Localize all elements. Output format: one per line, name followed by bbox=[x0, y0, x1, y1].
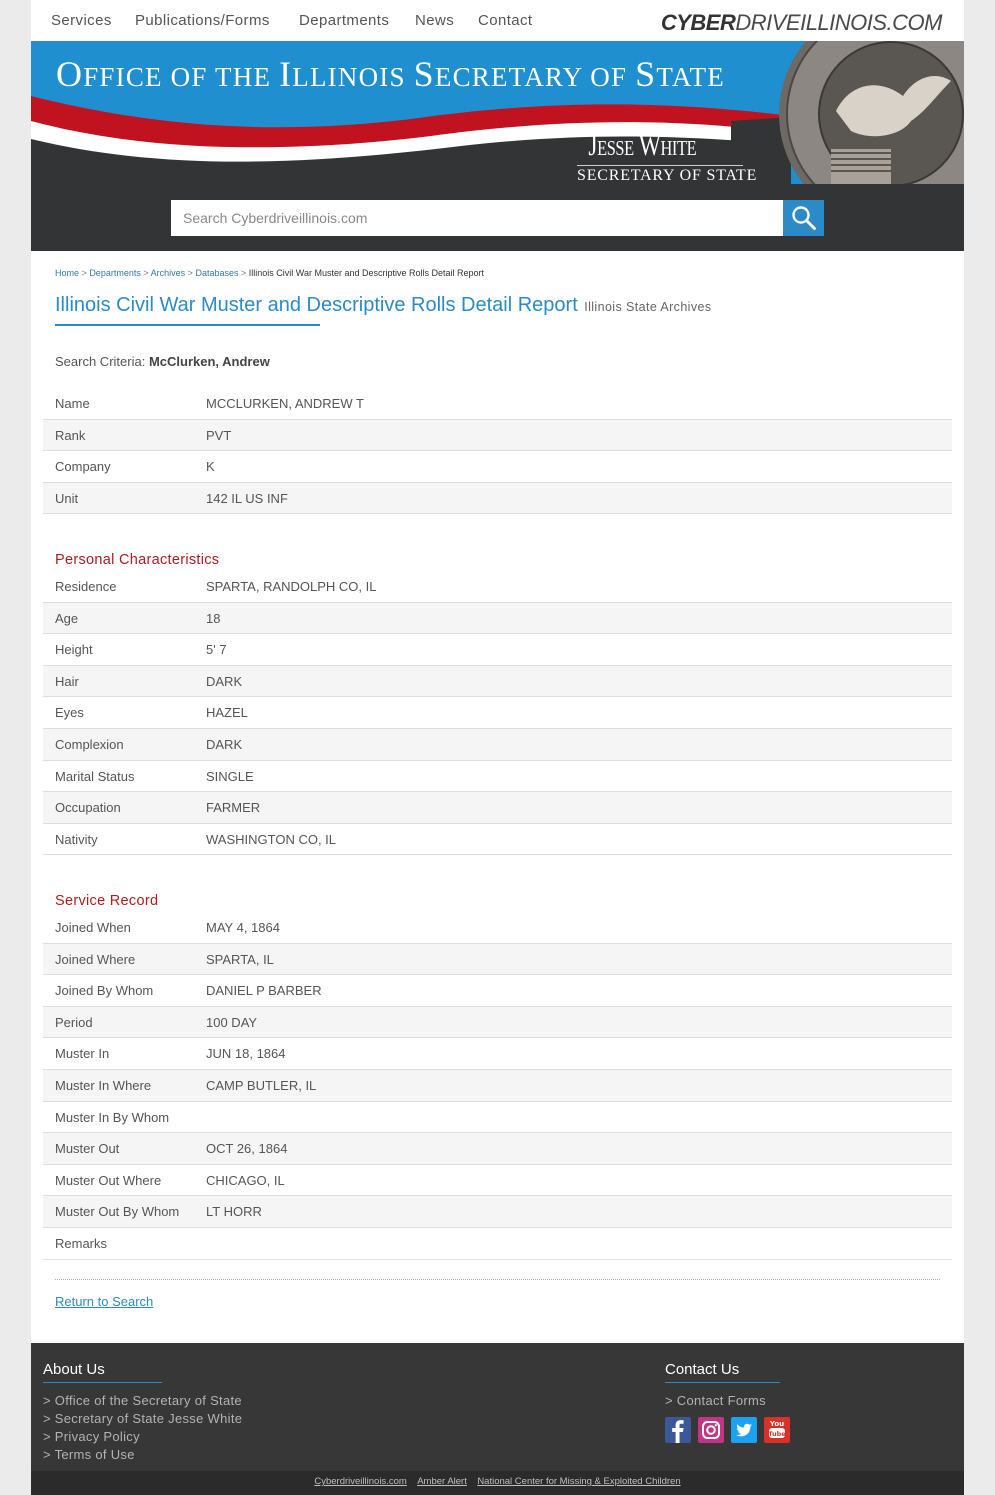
title-letter-o: O bbox=[56, 54, 84, 94]
table-row bbox=[43, 634, 952, 666]
title-letter-i: I bbox=[279, 54, 293, 94]
row-label: Unit bbox=[55, 490, 79, 506]
breadcrumb-databases[interactable]: Databases bbox=[195, 268, 239, 278]
row-value: PVT bbox=[206, 427, 232, 443]
row-value: CHICAGO, IL bbox=[206, 1172, 285, 1188]
table-row bbox=[43, 912, 952, 944]
svg-text:You: You bbox=[769, 1420, 785, 1428]
row-label: Marital Status bbox=[55, 768, 135, 784]
row-label: Complexion bbox=[55, 736, 124, 752]
breadcrumb-current: Illinois Civil War Muster and Descriptive Rolls Detail Report bbox=[248, 268, 485, 278]
search-icon bbox=[791, 205, 817, 231]
page-title-main: Illinois Civil War Muster and Descriptive Rolls Detail Report bbox=[55, 294, 578, 316]
row-value: MAY 4, 1864 bbox=[206, 920, 280, 935]
search-criteria bbox=[55, 354, 270, 369]
row-label: Muster Out bbox=[55, 1141, 120, 1157]
row-label: Period bbox=[55, 1014, 93, 1030]
row-label: Company bbox=[55, 459, 111, 475]
row-value: CAMP BUTLER, IL bbox=[206, 1077, 317, 1093]
title-part-office: FFICE OF THE bbox=[83, 62, 280, 92]
search-button[interactable] bbox=[783, 200, 824, 236]
logo-rest-text: DRIVEILLINOIS.COM bbox=[735, 10, 942, 35]
breadcrumb-separator: > bbox=[187, 268, 193, 278]
breadcrumb-home[interactable]: Home bbox=[55, 268, 80, 278]
row-value: DARK bbox=[206, 736, 243, 752]
footer-link-secretary[interactable]: > Secretary of State Jesse White bbox=[43, 1411, 243, 1426]
nav-news[interactable]: News bbox=[415, 12, 455, 29]
table-row bbox=[43, 944, 952, 976]
secretary-divider bbox=[577, 165, 743, 166]
table-row bbox=[43, 975, 952, 1007]
bottom-link-amber-alert[interactable]: Amber Alert bbox=[417, 1476, 467, 1487]
row-value: SPARTA, RANDOLPH CO, IL bbox=[206, 579, 377, 594]
basic-info-table bbox=[43, 388, 952, 514]
row-label: Nativity bbox=[55, 831, 98, 847]
row-label: Muster In bbox=[55, 1046, 110, 1062]
footer-contact-underline bbox=[665, 1382, 780, 1383]
title-part-secretary: ECRETARY OF bbox=[434, 62, 636, 92]
breadcrumb-departments[interactable]: Departments bbox=[89, 268, 141, 278]
row-label: Age bbox=[55, 610, 79, 626]
table-row bbox=[43, 761, 952, 793]
state-seal-icon bbox=[779, 41, 964, 184]
table-row bbox=[43, 697, 952, 729]
breadcrumb-archives[interactable]: Archives bbox=[150, 268, 186, 278]
row-label: Height bbox=[55, 642, 93, 658]
row-value: DARK bbox=[206, 673, 243, 689]
search-criteria-label: Search Criteria: bbox=[55, 354, 146, 369]
row-value: 18 bbox=[206, 610, 221, 626]
row-label: Remarks bbox=[55, 1235, 108, 1251]
row-value: OCT 26, 1864 bbox=[206, 1141, 288, 1157]
row-value: SPARTA, IL bbox=[206, 951, 274, 967]
row-label: Hair bbox=[55, 673, 79, 689]
table-row bbox=[43, 1165, 952, 1197]
row-value: WASHINGTON CO, IL bbox=[206, 831, 337, 847]
secretary-role: SECRETARY OF STATE bbox=[577, 167, 758, 184]
twitter-icon[interactable] bbox=[731, 1417, 757, 1443]
youtube-icon[interactable] bbox=[764, 1417, 790, 1443]
footer-link-privacy[interactable]: > Privacy Policy bbox=[43, 1429, 140, 1444]
footer-link-office[interactable]: > Office of the Secretary of State bbox=[43, 1393, 242, 1408]
table-row bbox=[43, 483, 952, 515]
title-part-state: TATE bbox=[656, 62, 725, 92]
footer-contact-heading: Contact Us bbox=[665, 1361, 740, 1378]
title-part-illinois: LLINOIS bbox=[292, 62, 414, 92]
page-title bbox=[55, 294, 712, 317]
table-row bbox=[43, 603, 952, 635]
search-criteria-value: McClurken, Andrew bbox=[148, 354, 270, 369]
row-value: 100 DAY bbox=[206, 1014, 258, 1030]
top-nav bbox=[31, 0, 964, 41]
row-value: 142 IL US INF bbox=[206, 490, 288, 506]
table-row bbox=[43, 1196, 952, 1228]
search-input[interactable] bbox=[171, 200, 783, 236]
nav-publications-forms[interactable]: Publications/Forms bbox=[135, 12, 270, 29]
row-label: Eyes bbox=[55, 705, 84, 721]
table-row bbox=[43, 571, 952, 603]
footer-about-heading: About Us bbox=[43, 1361, 105, 1378]
cyberdrive-logo[interactable] bbox=[661, 10, 942, 36]
row-label: Muster Out Where bbox=[55, 1172, 162, 1188]
facebook-icon[interactable] bbox=[665, 1417, 691, 1443]
row-label: Name bbox=[55, 396, 90, 411]
row-label: Muster In Where bbox=[55, 1077, 152, 1093]
row-value: JUN 18, 1864 bbox=[206, 1046, 286, 1062]
content-divider bbox=[55, 1279, 940, 1280]
bottom-link-cyberdrive[interactable]: Cyberdriveillinois.com bbox=[314, 1476, 407, 1487]
secretary-name: Jesse White bbox=[588, 129, 697, 162]
title-letter-s2: S bbox=[635, 54, 657, 94]
table-row bbox=[43, 420, 952, 452]
row-value: K bbox=[206, 459, 215, 475]
row-value: 5' 7 bbox=[206, 642, 227, 658]
row-label: Joined Where bbox=[55, 951, 136, 967]
table-row bbox=[43, 1102, 952, 1134]
table-row bbox=[43, 388, 952, 420]
table-row bbox=[43, 666, 952, 698]
row-value: SINGLE bbox=[206, 768, 254, 784]
breadcrumb-separator: > bbox=[241, 268, 247, 278]
page bbox=[31, 0, 964, 1495]
row-value: HAZEL bbox=[206, 705, 248, 721]
row-label: Joined When bbox=[55, 920, 131, 935]
row-label: Rank bbox=[55, 427, 86, 443]
nav-departments[interactable]: Departments bbox=[299, 12, 390, 29]
row-label: Muster Out By Whom bbox=[55, 1204, 180, 1220]
row-label: Joined By Whom bbox=[55, 983, 154, 999]
table-row bbox=[43, 792, 952, 824]
page-title-subtitle: Illinois State Archives bbox=[584, 300, 712, 314]
row-label: Residence bbox=[55, 579, 117, 594]
search-band bbox=[31, 184, 964, 251]
personal-characteristics-table bbox=[43, 571, 952, 855]
row-value: MCCLURKEN, ANDREW T bbox=[206, 396, 364, 411]
service-record-table bbox=[43, 912, 952, 1260]
footer-bottom-bar bbox=[31, 1471, 964, 1495]
title-letter-s1: S bbox=[413, 54, 435, 94]
breadcrumb-separator: > bbox=[143, 268, 149, 278]
row-label: Occupation bbox=[55, 800, 121, 816]
footer-about-underline bbox=[43, 1382, 162, 1383]
footer-link-terms[interactable]: > Terms of Use bbox=[43, 1447, 135, 1462]
logo-bold-text: CYBER bbox=[660, 10, 736, 35]
table-row bbox=[43, 1133, 952, 1165]
personal-characteristics-heading: Personal Characteristics bbox=[55, 552, 220, 568]
instagram-icon[interactable] bbox=[698, 1417, 724, 1443]
breadcrumb bbox=[55, 268, 484, 278]
table-row bbox=[43, 1007, 952, 1039]
row-label: Muster In By Whom bbox=[55, 1109, 170, 1125]
row-value: LT HORR bbox=[206, 1204, 262, 1220]
bottom-link-ncmec[interactable]: National Center for Missing & Exploited Children bbox=[477, 1476, 681, 1487]
table-row bbox=[43, 824, 952, 856]
table-row bbox=[43, 1228, 952, 1260]
header-banner bbox=[31, 41, 964, 184]
footer-link-contact-forms[interactable]: > Contact Forms bbox=[665, 1393, 766, 1408]
table-row bbox=[43, 451, 952, 483]
table-row bbox=[43, 1070, 952, 1102]
footer bbox=[31, 1343, 964, 1471]
table-row bbox=[43, 1038, 952, 1070]
nav-contact[interactable]: Contact bbox=[478, 12, 533, 29]
svg-text:Tube: Tube bbox=[768, 1430, 786, 1438]
service-record-heading: Service Record bbox=[55, 893, 159, 909]
return-to-search-link[interactable]: Return to Search bbox=[55, 1294, 154, 1309]
table-row bbox=[43, 729, 952, 761]
row-value: DANIEL P BARBER bbox=[206, 983, 322, 999]
banner-title bbox=[56, 53, 725, 95]
breadcrumb-separator: > bbox=[81, 268, 87, 278]
nav-services[interactable]: Services bbox=[51, 12, 112, 29]
title-underline bbox=[55, 324, 320, 326]
row-value: FARMER bbox=[206, 800, 261, 816]
